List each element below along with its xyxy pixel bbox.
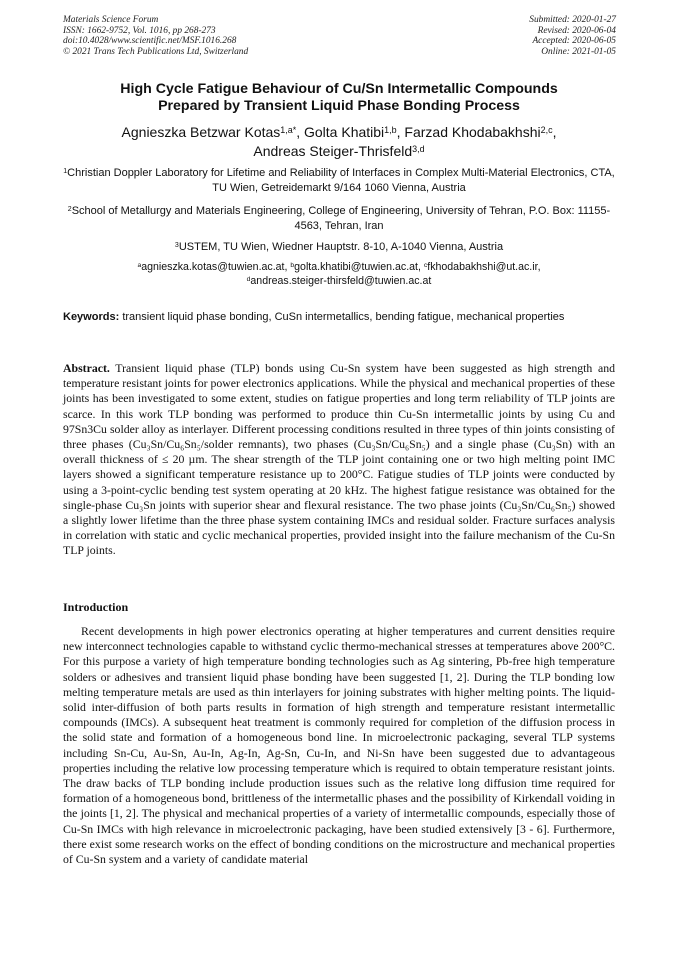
introduction-heading: Introduction xyxy=(63,600,129,614)
affiliation-text: School of Metallurgy and Materials Engineering, College of Engineering, University of Tehran, P.O. Box: 11155-4563, Tehran, Iran xyxy=(71,205,611,232)
journal-header-right xyxy=(529,15,616,57)
revised-date: Revised: 2020-06-04 xyxy=(537,25,616,36)
email-marker: b xyxy=(290,261,295,269)
paper-title-line-1: High Cycle Fatigue Behaviour of Cu/Sn Intermetallic Compounds xyxy=(120,81,558,97)
author-name: Agnieszka Betzwar Kotas xyxy=(121,124,281,140)
author-list: Agnieszka Betzwar Kotas$^{1,a*}$, Golta Khatibi$^{1,b}$, Farzad Khodabakhshi$^{2,c}$, Andreas Steiger-Thrisfeld$^{3,d}$ xyxy=(121,124,557,159)
author-affiliation-marker: 1,b xyxy=(384,124,397,135)
journal-issn: ISSN: 1662-9752, Vol. 1016, pp 268-273 xyxy=(63,25,216,36)
keywords-text: transient liquid phase bonding, CuSn intermetallics, bending fatigue, mechanical properties xyxy=(122,311,565,323)
journal-name: Materials Science Forum xyxy=(63,15,159,25)
author-affiliation-marker: 1,a* xyxy=(280,124,297,135)
author-affiliation-marker: 3,d xyxy=(412,143,425,154)
author-affiliation-marker: 2,c xyxy=(540,124,553,135)
affiliation-1 xyxy=(60,166,618,195)
keywords-section xyxy=(63,310,613,324)
affiliation-marker: 1 xyxy=(63,167,68,175)
affiliation-text: USTEM, TU Wien, Wiedner Hauptstr. 8-10, A-1040 Vienna, Austria xyxy=(178,241,504,253)
email-link[interactable]: andreas.steiger-thirsfeld@tuwien.ac.at xyxy=(250,275,432,287)
email-marker: d xyxy=(246,275,251,283)
author-name: Andreas Steiger-Thrisfeld xyxy=(253,143,413,159)
email-marker: a xyxy=(137,261,142,269)
submitted-date: Submitted: 2020-01-27 xyxy=(529,15,616,25)
email-list: $^a$agnieszka.kotas@tuwien.ac.at, $^b$golta.khatibi@tuwien.ac.at, $^c$fkhodabakhshi@ut.ac.ir, $^d$andreas.steiger-thirsfeld@tuwien.ac.at xyxy=(137,261,541,287)
abstract-text: Transient liquid phase (TLP) bonds using Cu-Sn system have been suggested as high strength and temperature resistant joints for power electronics applications. While the physical and mechanical properties of these joints has been investigated to some extent, studies on fatigue properties and long term reliability of TLP joints are scarce. In this work TLP bonding was performed to produce thin Cu-Sn intermetallic joints by using Cu and 97Sn3Cu solder alloy as interlayer. Different processing conditions resulted in three types of thin joints consisting of three phases (Cu₃Sn/Cu₆Sn₅/solder remnants), two phases (Cu₃Sn/Cu₆Sn₅) and a single phase (Cu₃Sn) with an overall thickness of ≤ 20 µm. The shear strength of the TLP joint containing one or two high melting point IMC layers showed a significant temperature resistance up to 200°C. Fatigue studies of TLP joints were conducted by using a 3-point-cyclic bending test system operating at 20 kHz. The highest fatigue resistance was obtained for the single-phase Cu₃Sn joints with superior shear and flexural resistance. The two phase joints (Cu₃Sn/Cu₆Sn₅) showed a slightly lower lifetime than the three phase system containing IMCs and residual solder. Fracture surfaces analysis in correlation with static and cyclic mechanical properties, provided insight into the failure mechanism of the Cu-Sn TLP joints. xyxy=(63,361,615,558)
journal-header-left xyxy=(63,15,248,57)
affiliation-text: Christian Doppler Laboratory for Lifetime and Reliability of Interfaces in Complex Multi-Material Electronics, CTA, TU Wien, Getreidemarkt 9/164 1060 Vienna, Austria xyxy=(67,167,615,194)
affiliation-marker: 2 xyxy=(67,205,72,213)
affiliation-marker: 3 xyxy=(174,241,179,249)
accepted-date: Accepted: 2020-06-05 xyxy=(532,36,616,47)
introduction-text: Recent developments in high power electronics operating at higher temperatures and current densities require new interconnect technologies capable to withstand cyclic thermo-mechanical stresses at temperatures above 200°C. For this purpose a variety of high temperature bonding technologies such as Ag sintering, Pb-free high temperature solders or adhesives and transient liquid phase bonding have been suggested [1, 2]. During the TLP bonding low melting temperature metals are used as thin interlayers for joining substrates with higher melting points. The liquid-solid inter-diffusion of both parts results in formation of high strength and temperature resistant intermetallic compounds (IMCs). A subsequent heat treatment is commonly required for completion of the diffusion process in the solid state and formation of a homogeneous bond line. In microelectronic packaging, several TLP systems including Sn-Cu, Au-Sn, Au-In, Ag-In, Ag-Sn, Cu-In, and Ni-Sn have been suggested due to advantageous properties including the relative low processing temperature which is required to obtain temperature resistant joints. The draw backs of TLP bonding include production issues such as the relative long diffusion time required for formation of a homogeneous bond, brittleness of the intermetallic phases and the possibility of Kirkendall voiding in the joints [1, 2]. The physical and mechanical properties of a variety of intermetallic compounds, especially those of Cu-Sn IMCs with high relevance in microelectronic packaging, have been studied extensively [3 - 6]. Furthermore, there exist some research works on the effect of bonding conditions on the microstructure and mechanical properties of Cu-Sn system and a variety of candidate material xyxy=(63,624,615,867)
affiliation-3 xyxy=(60,240,618,255)
affiliation-2 xyxy=(60,204,618,233)
author-name: Farzad Khodabakhshi xyxy=(404,124,541,140)
online-date: Online: 2021-01-05 xyxy=(541,46,616,57)
journal-copyright: © 2021 Trans Tech Publications Ltd, Switzerland xyxy=(63,46,249,57)
paper-title xyxy=(60,81,618,115)
journal-doi: doi:10.4028/www.scientific.net/MSF.1016.268 xyxy=(63,36,237,47)
abstract-label: Abstract. xyxy=(63,361,110,375)
keywords-label: Keywords: xyxy=(63,311,120,323)
author-name: Golta Khatibi xyxy=(304,124,385,140)
abstract-section xyxy=(63,361,615,559)
email-link[interactable]: fkhodabakhshi@ut.ac.ir xyxy=(427,261,538,273)
email-link[interactable]: agnieszka.kotas@tuwien.ac.at xyxy=(141,261,285,273)
email-marker: c xyxy=(423,261,428,269)
paper-title-line-2: Prepared by Transient Liquid Phase Bonding Process xyxy=(158,98,520,114)
email-link[interactable]: golta.khatibi@tuwien.ac.at xyxy=(294,261,418,273)
